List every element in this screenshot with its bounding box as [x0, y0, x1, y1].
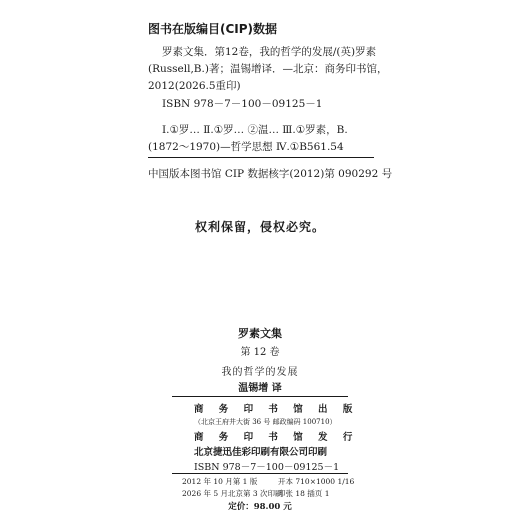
colophon-rule-top: [172, 396, 348, 397]
distributor: 商 务 印 书 馆 发 行: [194, 432, 359, 443]
cip-line-3: 2012(2026.5重印): [148, 80, 241, 92]
sheets-info: 印张 18 插页 1: [278, 489, 330, 498]
colophon-isbn: ISBN 978－7－100－09125－1: [194, 462, 340, 473]
volume-number: 第 12 卷: [240, 347, 280, 358]
cip-isbn: ISBN 978－7－100－09125－1: [162, 98, 323, 110]
series-title: 罗素文集: [238, 327, 282, 340]
cip-heading: 图书在版编目(CIP)数据: [148, 22, 278, 36]
format-info: 开本 710×1000 1/16: [278, 477, 355, 486]
cip-line-1: 罗素文集．第12卷，我的哲学的发展/(英)罗素: [162, 46, 377, 58]
publisher-address: （北京王府井大街 36 号 邮政编码 100710）: [194, 418, 337, 426]
colophon-rule-bottom: [172, 473, 348, 474]
printing-info: 2026 年 5 月北京第 3 次印刷: [182, 489, 283, 498]
publisher: 商 务 印 书 馆 出 版: [194, 404, 359, 415]
cip-line-2: (Russell,B.)著；温锡增译．—北京：商务印书馆，: [148, 63, 388, 75]
translator: 温锡增 译: [238, 383, 282, 394]
cip-divider: [148, 157, 374, 158]
cip-approval-number: 中国版本图书馆 CIP 数据核字(2012)第 090292 号: [148, 168, 393, 180]
rights-statement: 权利保留，侵权必究。: [194, 220, 325, 234]
book-title: 我的哲学的发展: [221, 367, 299, 378]
printer: 北京捷迅佳彩印刷有限公司印刷: [194, 447, 328, 458]
edition-info: 2012 年 10 月第 1 版: [182, 477, 258, 486]
cip-classification-1: Ⅰ.①罗… Ⅱ.①罗… ②温… Ⅲ.①罗素，B.: [162, 124, 348, 136]
cip-classification-2: (1872～1970)—哲学思想 Ⅳ.①B561.54: [148, 141, 344, 153]
price: 定价：98.00 元: [228, 502, 292, 512]
